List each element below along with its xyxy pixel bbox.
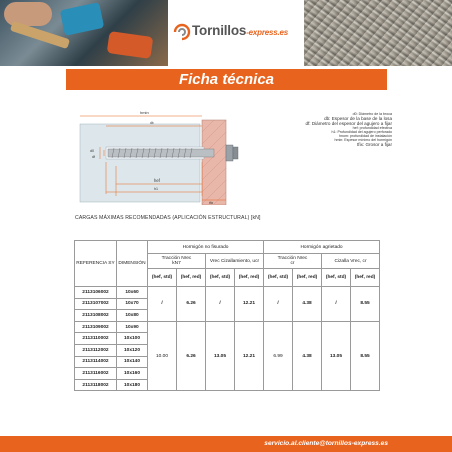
df-label: df — [92, 155, 95, 159]
hef-red-3: (hef, red) — [293, 269, 322, 287]
col-reference: REFERENCIA SY — [75, 241, 117, 287]
ref-cell: 2113112002 — [75, 344, 117, 356]
title-bar — [66, 69, 387, 90]
screws-photo — [304, 0, 452, 66]
hef-std-3: (hef, std) — [264, 269, 293, 287]
legend-tfix: tfix: Grosor a fijar — [357, 142, 392, 148]
ref-cell: 2113114002 — [75, 356, 117, 368]
tools-photo — [0, 0, 168, 66]
hef-red-1: (hef, red) — [177, 269, 206, 287]
table-row — [75, 321, 380, 333]
db-label: db — [150, 121, 154, 125]
legend-db: db: Espesor de la base de la losa — [324, 116, 392, 122]
group-uncracked: Hormigón no fisurado — [148, 241, 264, 254]
hmin-label: hmin — [140, 110, 149, 115]
hef-red-4: (hef, red) — [351, 269, 380, 287]
hef-std-1: (hef, std) — [148, 269, 177, 287]
sub-shear-uncracked: Vrec Cizallamiento, ucr — [206, 254, 264, 269]
dim-cell: 10x60 — [117, 287, 148, 299]
legend — [262, 112, 392, 148]
value-cell: / — [322, 287, 351, 322]
dim-cell: 10x80 — [117, 310, 148, 322]
dim-cell: 10x140 — [117, 356, 148, 368]
value-cell: / — [264, 287, 293, 322]
contact-email[interactable]: servicio.al.cliente@tornillos-express.es — [264, 440, 388, 447]
dim-cell: 10x120 — [117, 344, 148, 356]
hef-std-4: (hef, std) — [322, 269, 351, 287]
concrete-block — [80, 124, 200, 202]
dim-cell: 10x100 — [117, 333, 148, 345]
dim-cell: 10x70 — [117, 298, 148, 310]
dim-cell: 10x90 — [117, 321, 148, 333]
load-table — [74, 240, 380, 391]
legend-hmin: hmin: Espesor mínimo del hormigón — [334, 138, 392, 143]
value-cell: 4.38 — [293, 321, 322, 391]
value-cell: 13.05 — [206, 321, 235, 391]
hef-red-2: (hef, red) — [235, 269, 264, 287]
logo-mark-icon — [172, 22, 192, 42]
value-cell: 12.21 — [235, 287, 264, 322]
value-cell: 6.26 — [177, 321, 206, 391]
dim-cell: 10x180 — [117, 379, 148, 391]
ref-cell: 2113116002 — [75, 368, 117, 380]
legend-h1: h1: Profundidad del agujero perforado — [331, 130, 392, 135]
ref-cell: 2113108002 — [75, 310, 117, 322]
ref-cell: 2113110002 — [75, 333, 117, 345]
dim-cell: 10x160 — [117, 368, 148, 380]
value-cell: / — [206, 287, 235, 322]
value-cell: 6.26 — [177, 287, 206, 322]
logo[interactable] — [172, 20, 304, 46]
value-cell-small: 6.99 — [264, 321, 293, 391]
h1-label: h1 — [154, 187, 158, 191]
value-cell-small: 10.00 — [148, 321, 177, 391]
value-cell: 8.55 — [351, 321, 380, 391]
value-cell: 12.21 — [235, 321, 264, 391]
sub-tension-cracked: Tracción Nrec cr — [264, 254, 322, 269]
value-cell: 13.05 — [322, 321, 351, 391]
value-cell: 4.38 — [293, 287, 322, 322]
header-banner — [0, 0, 452, 66]
hef-std-2: (hef, std) — [206, 269, 235, 287]
legend-hnom: hnom: profundidad de instalación — [339, 134, 392, 139]
sub-shear-cracked: Cizalla Vrec, cr — [322, 254, 380, 269]
ref-cell: 2113118002 — [75, 379, 117, 391]
value-cell: 8.55 — [351, 287, 380, 322]
page-title: Ficha técnica — [178, 71, 275, 88]
ref-cell: 2113107002 — [75, 298, 117, 310]
fixture-wall — [202, 120, 226, 205]
anchor-diagram — [66, 110, 266, 205]
group-cracked: Hormigón agrietado — [264, 241, 380, 254]
value-cell: / — [148, 287, 177, 322]
legend-hef: hef: profundidad efectiva — [352, 126, 392, 131]
tfix-label: tfix — [209, 201, 214, 205]
table-row — [75, 287, 380, 299]
table-caption: CARGAS MÁXIMAS RECOMENDADAS (APLICACIÓN ESTRUCTURAL) [kN] — [75, 215, 261, 221]
col-dimension: DIMENSIÓN — [117, 241, 148, 287]
brand-name: Tornillos-express.es — [192, 23, 289, 38]
header-row-groups — [75, 241, 380, 254]
legend-df: df: Diámetro del espesor del agujero a fijar — [305, 121, 392, 127]
legend-d0: d0: Diámetro de la broca — [352, 112, 392, 116]
footer-bar — [0, 436, 452, 452]
hef-label: hef — [154, 178, 160, 183]
ref-cell: 2113109002 — [75, 321, 117, 333]
ref-cell: 2113106002 — [75, 287, 117, 299]
sub-tension-uncracked: Tracción Nrec kN7 — [148, 254, 206, 269]
d0-label: d0 — [90, 149, 94, 153]
